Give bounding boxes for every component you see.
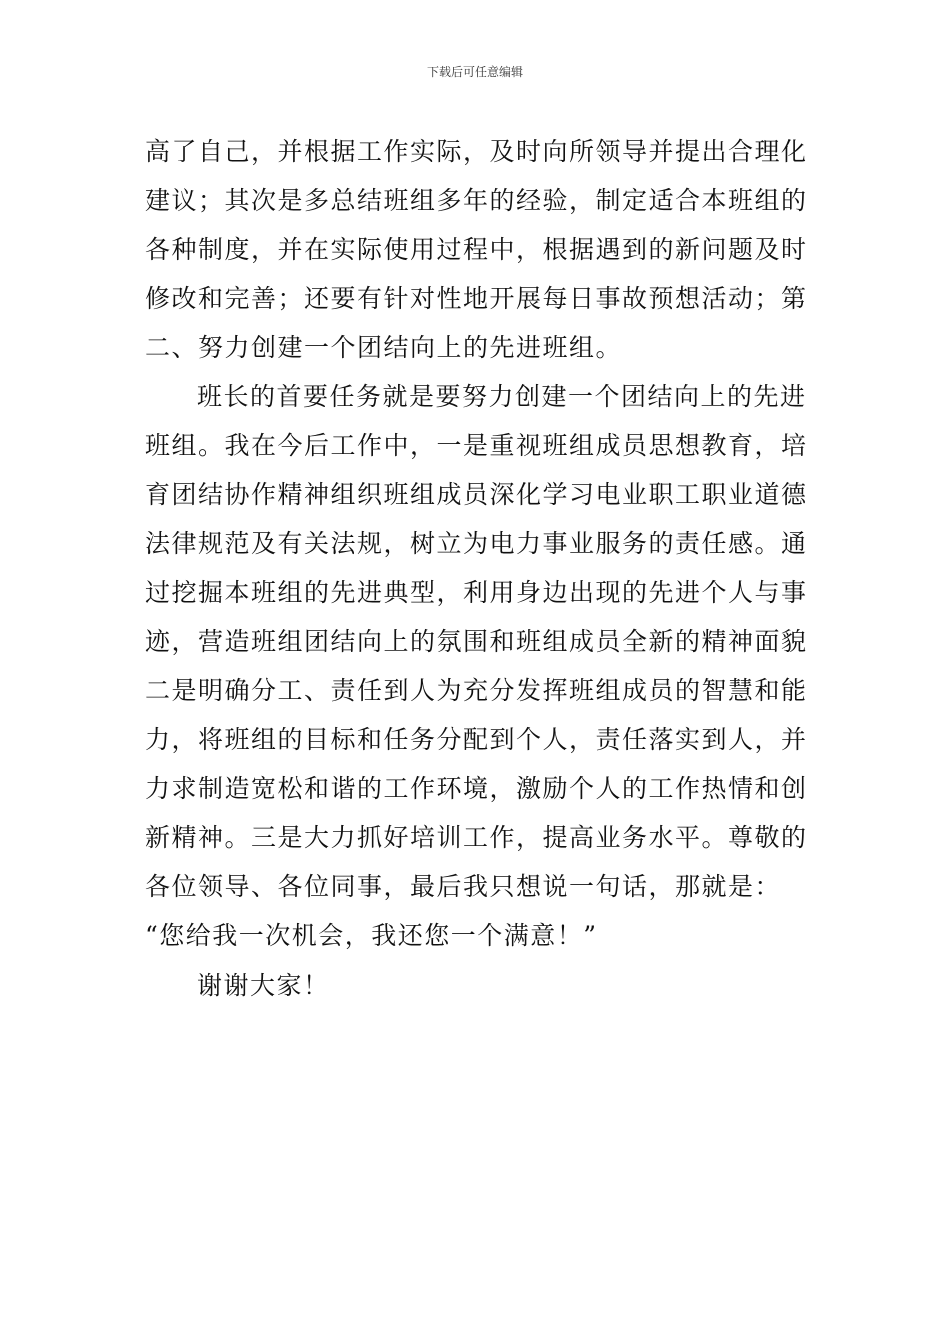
body-line: 修改和完善；还要有针对性地开展每日事故预想活动；第 — [145, 284, 808, 313]
body-line: 迹，营造班组团结向上的氛围和班组成员全新的精神面貌 — [145, 627, 808, 656]
body-line: 二、努力创建一个团结向上的先进班组。 — [145, 333, 623, 362]
paragraph-start-line: 班长的首要任务就是要努力创建一个团结向上的先进 — [197, 382, 807, 411]
body-line: 各种制度，并在实际使用过程中，根据遇到的新问题及时 — [145, 235, 808, 264]
body-line: 力求制造宽松和谐的工作环境，激励个人的工作热情和创 — [145, 774, 808, 803]
body-line: 过挖掘本班组的先进典型，利用身边出现的先进个人与事 — [145, 578, 808, 607]
document-body — [145, 127, 810, 1010]
body-line: 育团结协作精神组织班组成员深化学习电业职工职业道德 — [145, 480, 808, 509]
body-line: 高了自己，并根据工作实际，及时向所领导并提出合理化 — [145, 137, 808, 166]
body-line: 力，将班组的目标和任务分配到个人，责任落实到人，并 — [145, 725, 808, 754]
body-line: 各位领导、各位同事，最后我只想说一句话，那就是： — [145, 872, 782, 901]
body-line: 法律规范及有关法规，树立为电力事业服务的责任感。通 — [145, 529, 808, 558]
closing-line: 谢谢大家！ — [197, 971, 330, 1000]
body-line: 班组。我在今后工作中，一是重视班组成员思想教育，培 — [145, 431, 808, 460]
body-line: 二是明确分工、责任到人为充分发挥班组成员的智慧和能 — [145, 676, 808, 705]
body-line: 新精神。三是大力抓好培训工作，提高业务水平。尊敬的 — [145, 823, 808, 852]
page-header: 下载后可任意编辑 — [426, 65, 523, 79]
body-line: 建议；其次是多总结班组多年的经验，制定适合本班组的 — [145, 186, 808, 215]
quote-line: “您给我一次机会，我还您一个满意！” — [145, 921, 598, 950]
